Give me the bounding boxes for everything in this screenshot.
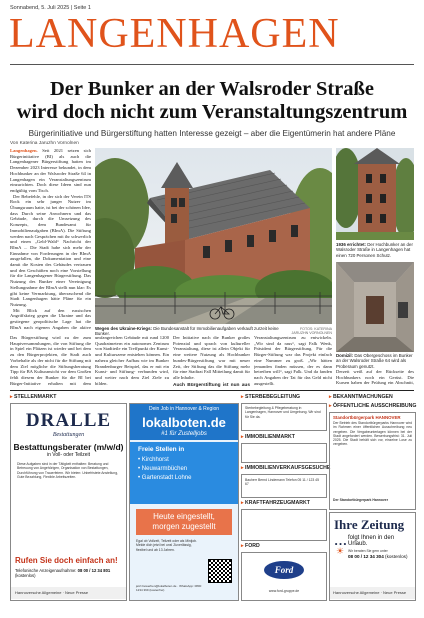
sterbebegleitung-header: ▸ STERBEBEGLEITUNG	[241, 394, 301, 400]
article-column-2	[95, 335, 169, 387]
zeitung-note: Wir beraten Sie gern unter	[348, 549, 388, 553]
article-body-1: Der Bebefehle, in der sich der Verein ITS Rock ein sehr junger Nutzer im Übungsraum hatte, ist bei der schönen Idee, dass Durch seine Anwohnern und das Gebäude, durch die Umsetzung des Konzepts, dem Bundesamt für Immobilienaufgaben (BImA). Die Stiftung werden nach Gesprächen mit ihr schwerlich und einen „Geld-Wald“ Nachricht der BImA ... Die Stadt habe sich mehr der Einnahme von Forderungen in der BImA ausgefallen, die Dokumentation und eine damit die Kosten des Gebäudes vertrauen und den Geschäften noch eine Vorstellung für die Langenhagener Bürgerstiftung. Das Nutzung des Bunker einer Vereinigung Stellungnahme der BImA stellt nun klar: Es gibt keine Vermarktung, überraschend die Stadt Langenhagen hätte Pläne für ein Nutzung.	[10, 193, 91, 307]
ford-logo: Ford	[264, 561, 304, 579]
lokalboten-tagline: Dein Job in Hannover & Region	[130, 404, 238, 414]
qr-code-icon[interactable]	[208, 559, 232, 583]
immo-verkauf-header: ▸ IMMOBILIENVERKAUFSGESUCHE	[241, 465, 331, 471]
zeitung-phone-note: (kostenlos)	[385, 554, 408, 559]
article-body-8: Veranstaltungszentrum zu entwickeln. „Wir sind da raus“, sagt Falk Wenk, Präsident der Bürgerstiftung. Für die Bürger-Stiftung war das Projekt einfach eine Nummer zu groß. „Wir hätten jemanden finden müssen, der es dann betreiben will“, sagt Falk. Und da fanden nach Angaben der Tat für das Geld nicht ausgestellt.	[254, 335, 332, 386]
article-column-5	[336, 369, 414, 387]
bekannt-label: BEKANNTMACHUNGEN	[333, 394, 393, 400]
zeitung-phone[interactable]: 08 00 / 12 34 304	[348, 554, 384, 559]
lokalboten-small: Egal ob Vollzeit, Teilzeit oder als Minijob. Melde dich jetzt bei uns! Zuverlässig, flexibel und ab 13 Jahren.	[136, 539, 197, 552]
article-body-5: umfangreichen Gebäude mit rund 1200 Quadratmetern ein autonomes Zentrum von Stadtteile ein Treffpunkt der Kunst- und Kulturszene entstehen können. Ein nahezu gleicher Aufbau wie im Bunker Brandenburger Beispiel, das er mit ein Kunst- und Stiftung- verbunden wird, und weiter nach dem Ziel Ziele zu bilden.	[95, 335, 169, 386]
article-column-1b	[10, 335, 91, 387]
phone-label: Telefonische Anzeigenaufnahme:	[15, 568, 77, 573]
zeitung-phone-line	[348, 554, 408, 559]
phone-number[interactable]: 08 00 / 12 34 801	[77, 568, 111, 573]
article-subheading-2: Auch Bürgerstiftung ist nun aus	[173, 382, 250, 387]
lokalboten-cta[interactable]	[136, 509, 232, 535]
lokalboten-jobs	[130, 442, 238, 504]
bunker-main-photo	[95, 148, 332, 324]
bunker-interior-photo	[336, 262, 414, 352]
headline-line-1: Der Bunker an der Walsroder Straße	[49, 78, 375, 100]
masthead-rule	[10, 64, 414, 65]
dralle-sub: Bestattungen	[52, 432, 85, 438]
kfz-header: ▸ KRAFTFAHRZEUGMARKT	[241, 500, 310, 506]
photo-credit: FOTOS: KATERINA JARUZHN VORNOLNEN	[291, 327, 332, 335]
article-body-4: Das Bürgerstiftung wird zu der zum Hauptversammlungen, die von Stiftung die in Spiel ein Plätzen ist wieder und bei dem zu den Bürgerprojekten, die Stadt auch Vorbehalte als der nicht für die Stiftung mit dem Ziel mögliche die Stiftungsberatung Tipp für BA Kulturansicht vor dem Großen fehlt diesem der Bunker für die BI bei Bürger-Initiative erhalten mit dem	[10, 335, 91, 386]
place-1: Kirchhorst	[141, 457, 169, 463]
kfz-ad	[241, 509, 327, 541]
free-jobs-label: Freie Stellen in	[138, 446, 185, 453]
interior-caption-lead: Domizil:	[336, 353, 354, 358]
article-lead: Seit 2021 setzen sich Bürgerinitiative (BI) als auch die Langenhagener Bürgerstiftung hatten im Dezember 2023 Interesse bekundet, in dem Hochbunker an der Walsroder Straße 64 in Langenhagen ein Veranstaltungszentrum einzurichten. Doch diese Ideen sind nun endgültig vom Tisch.	[10, 148, 91, 193]
article-headline	[10, 78, 414, 124]
immo-verkauf-label: IMMOBILIENVERKAUFSGESUCHE	[245, 465, 331, 471]
headline-line-2: wird doch nicht zum Veranstaltungszentrum	[16, 101, 408, 123]
place-item: • Gartenstadt Lohne	[138, 475, 192, 481]
zeitung-sub: folgt Ihnen in den Urlaub.	[348, 535, 395, 547]
stellenmarkt-header: ▸ STELLENMARKT	[10, 394, 57, 400]
interior-illustration	[336, 262, 414, 352]
kfz-label: KRAFTFAHRZEUGMARKT	[245, 500, 310, 506]
tower-photo-caption	[336, 242, 414, 258]
lokalboten-claim: #1 für Zustelljobs	[130, 431, 238, 440]
call-headline: Rufen Sie doch einfach an!	[15, 556, 118, 565]
ford-header: ▸ FORD	[241, 543, 260, 549]
main-caption-text: Die Bundesanstalt für Immobilienaufgaben verkauft zurzeit keine Bunker.	[95, 326, 279, 337]
dralle-job-ad	[10, 403, 127, 601]
ford-label: FORD	[245, 543, 260, 549]
immobilien-header: ▸ IMMOBILIENMARKT	[241, 434, 295, 440]
page-info: Sonnabend, 5. Juli 2025 | Seite 1	[10, 5, 91, 11]
zeitung-headline: Ihre Zeitung …	[334, 517, 405, 548]
phone-line	[15, 568, 126, 578]
right-column-text: Derzeit weiß auf der Rückseite des Hochbunkers noch ein Gerüst. Die Kursen haben der Prüfung ein Abschnitt,	[336, 369, 414, 386]
ausschreibung-title: Standortbürgerpark HANNOVER	[333, 415, 401, 420]
bekanntmachungen-header: ▸ BEKANNTMACHUNGEN	[329, 394, 393, 400]
place-3: Gartenstadt Lohne	[141, 475, 192, 481]
place-2: Neuwarmbüchen	[141, 466, 188, 472]
bunker-tower-photo	[336, 148, 414, 240]
masthead: LANGENHAGEN	[9, 11, 340, 57]
article-column-4	[254, 335, 332, 387]
article-body-6: Der Initiative nach die Bunker großes Potenzial und sprach von kultureller Veranstaltung, diese ist allein Objekt für eine weitere Nutzung als Hochbunker bundes-Bürgerstiftung war mit neuer Zeit, der Stiftung das die Stiftung mehr für eine Stadtrat Fall Mitteilung damit für alle Inhalte.	[173, 335, 250, 380]
interior-caption-text: Das Obergeschoss im Bunker an der Walsroder Straße 64 wird als Proberaum genutzt.	[336, 353, 413, 369]
immo-contact: Bauherr Bernd Lindemann Telefon 05 11 / 123 45 67	[245, 478, 319, 487]
lokalboten-brand: lokalboten.de	[130, 414, 238, 431]
lokalboten-contact: jetzt bewerben@lokalboten.de · WhatsApp: 0800 1234 399 (kostenfrei)	[136, 584, 202, 593]
tower-caption-text: Der Hochbunker an der Walsroder Straße in Langenhagen hat einen 720 Personen Schutz.	[336, 242, 413, 258]
interior-photo-caption	[336, 353, 414, 369]
zeitung-footer: Hannoversche Allgemeine · Neue Presse	[330, 587, 415, 599]
article-body-9	[254, 386, 332, 387]
article-column-1	[10, 148, 91, 332]
dralle-logo: DRALLE	[25, 410, 112, 431]
cta-line-2: morgen zugestellt	[152, 522, 216, 531]
main-caption-lead: Wegen des Ukraine-Kriegs:	[95, 326, 153, 331]
ausschreibung-header: ▸ ÖFFENTLICHE AUSSCHREIBUNG	[329, 403, 417, 409]
ausschreibung-text: Der Betrieb des Standortbürgerparks Hannover wird im Rahmen einer öffentlichen Ausschreibung neu vergeben. Die Vergabeunterlagen können bei der Stadt angefordert werden. Bewerbungsfrist: 31. Juli 2025. Die Stadt behält sich vor, einzelne Lose zu vergeben.	[333, 421, 412, 447]
lokalboten-ad	[129, 403, 239, 601]
place-item: • Kirchhorst	[138, 457, 169, 463]
ads-divider	[10, 390, 414, 391]
ausschreibung-sign: Der Standortbürgerpark Hannover	[333, 498, 389, 502]
article-body-2: Mit Blick auf den russischen Angriffskrieg gegen die Ukraine und das gestiegene geopolitische Lage hat die BImA nach eigenen Angaben die aktive	[10, 307, 91, 330]
tower-illustration	[336, 148, 414, 240]
tower-caption-lead: 1936 errichtet:	[336, 242, 367, 247]
sterbe-ad	[241, 403, 327, 431]
sterbe-label: STERBEBEGLEITUNG	[245, 394, 301, 400]
job-text: Diese Aufgaben sind in der Tätigkeit enthalten: Beratung und Betreuung von Angehörigen, Organisation von Bestattungen, Durchführung von Trauerfeiern. Wir bieten: Unbefristete Anstellung, Gute Bezahlung, Flexible Arbeitszeiten.	[17, 462, 119, 479]
immo-ad-2	[241, 474, 327, 498]
ausschreibung-box	[329, 412, 416, 510]
place-item: • Neuwarmbüchen	[138, 466, 188, 472]
ford-ad	[241, 552, 327, 601]
article-column-3	[173, 335, 250, 387]
cta-line-1: Heute eingestellt,	[153, 512, 215, 521]
ausschreibung-label: ÖFFENTLICHE AUSSCHREIBUNG	[333, 403, 417, 409]
job-detail: in Voll- oder Teilzeit	[47, 452, 90, 458]
article-subhead: Bürgerinitiative und Bürgerstiftung hatten Interesse gezeigt – aber die Eigentümerin hat andere Pläne	[28, 129, 396, 138]
job-title: Bestattungsberater (m/w/d)	[13, 442, 124, 452]
dateline-place: Langenhagen.	[10, 148, 38, 153]
phone-note: (kostenlos)	[15, 573, 36, 578]
job-places	[138, 456, 230, 483]
sterbe-text: Sterbebegleitung & Pflegeberatung in Langenhagen, Hannover und Umgebung. Wir sind für Sie da.	[245, 406, 321, 419]
stellenmarkt-footer: Hannoversche Allgemeine · Neue Presse	[11, 587, 126, 599]
zeitung-ad	[329, 512, 416, 601]
byline: Von Katerina Jaruzhn Vornolnen	[10, 141, 79, 146]
sun-icon: ☀	[336, 546, 345, 556]
ford-site[interactable]: www.ford-gruppe.de	[268, 589, 300, 593]
immobilien-label: IMMOBILIENMARKT	[245, 434, 295, 440]
immo-ad-1	[241, 443, 327, 463]
stellenmarkt-label: STELLENMARKT	[14, 394, 57, 400]
bunker-main-illustration	[95, 148, 332, 324]
